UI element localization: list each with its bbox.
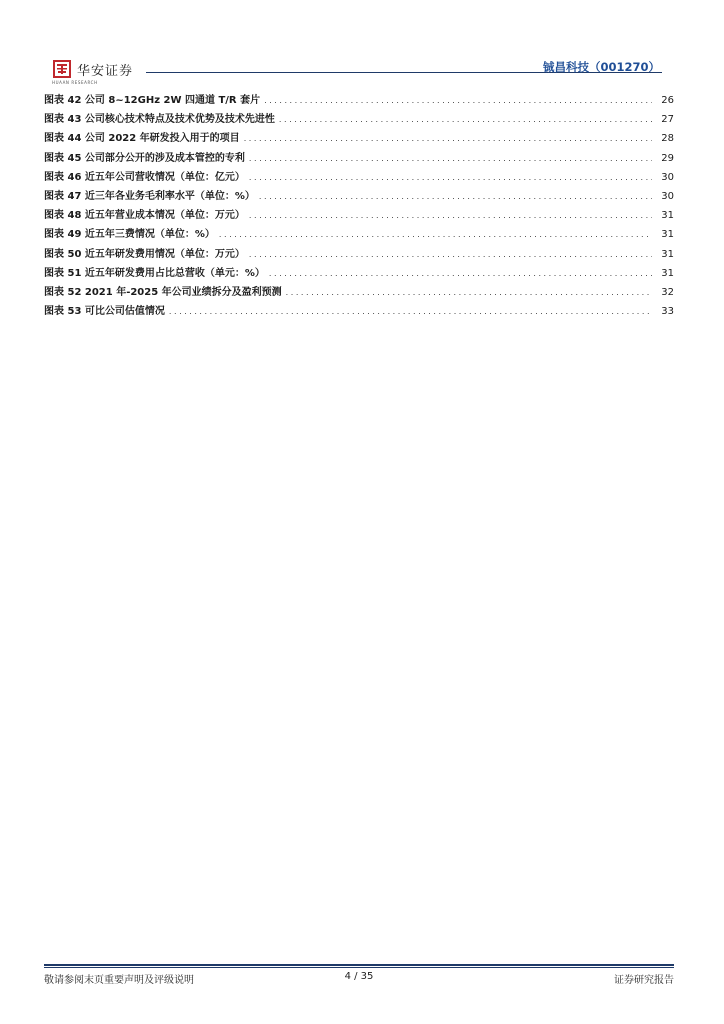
brand-name: 华安证券 xyxy=(77,64,134,79)
toc-entry-page: 31 xyxy=(661,229,674,241)
dot-leader xyxy=(279,115,652,124)
toc-entry[interactable] xyxy=(44,283,674,302)
dot-leader xyxy=(249,250,652,259)
toc-entry[interactable] xyxy=(44,206,674,225)
figure-list xyxy=(44,91,674,321)
dot-leader xyxy=(169,307,652,316)
dot-leader xyxy=(249,173,652,182)
toc-entry-title: 图表 50 近五年研发费用情况（单位：万元） xyxy=(44,248,245,260)
toc-entry-title: 图表 42 公司 8~12GHz 2W 四通道 T/R 套片 xyxy=(44,95,261,106)
toc-entry[interactable] xyxy=(44,168,674,187)
toc-entry[interactable] xyxy=(44,264,674,283)
dot-leader xyxy=(286,288,652,297)
footer-divider xyxy=(44,964,674,966)
toc-entry[interactable] xyxy=(44,302,674,321)
page-footer xyxy=(44,971,674,987)
toc-entry-page: 27 xyxy=(661,114,674,126)
toc-entry[interactable] xyxy=(44,187,674,206)
toc-entry-title: 图表 46 近五年公司营收情况（单位：亿元） xyxy=(44,171,245,183)
toc-entry-page: 30 xyxy=(661,171,674,183)
toc-entry-page: 32 xyxy=(661,286,674,298)
toc-entry[interactable] xyxy=(44,129,674,148)
dot-leader xyxy=(244,134,652,143)
company-title: 铖昌科技（001270） xyxy=(542,60,660,74)
toc-entry[interactable] xyxy=(44,110,674,129)
toc-entry-page: 29 xyxy=(661,152,674,164)
toc-entry-title: 图表 49 近五年三费情况（单位：%） xyxy=(44,229,215,241)
toc-entry-title: 图表 45 公司部分公开的涉及成本管控的专利 xyxy=(44,152,245,164)
toc-entry-page: 28 xyxy=(661,133,674,145)
toc-entry-title: 图表 47 近三年各业务毛利率水平（单位：%） xyxy=(44,190,255,202)
toc-entry-page: 26 xyxy=(661,95,674,106)
toc-entry-page: 31 xyxy=(661,267,674,279)
toc-entry-page: 31 xyxy=(661,210,674,222)
toc-entry-page: 33 xyxy=(661,306,674,318)
footer-divider-thin xyxy=(44,967,674,968)
dot-leader xyxy=(264,96,652,105)
toc-entry[interactable] xyxy=(44,225,674,244)
dot-leader xyxy=(249,154,652,163)
page-indicator: 4 / 35 xyxy=(344,971,374,982)
toc-entry[interactable] xyxy=(44,149,674,168)
report-type: 证券研究报告 xyxy=(614,975,674,986)
dot-leader xyxy=(259,192,652,201)
toc-entry-title: 图表 51 近五年研发费用占比总营收（单元：%） xyxy=(44,267,265,279)
brand-subtitle: HUAAN RESEARCH xyxy=(52,80,98,85)
dot-leader xyxy=(269,269,652,278)
toc-entry-page: 31 xyxy=(661,248,674,260)
page-header xyxy=(50,60,670,86)
huaan-logo-icon xyxy=(53,60,71,78)
toc-entry-title: 图表 43 公司核心技术特点及技术优势及技术先进性 xyxy=(44,114,275,126)
disclaimer-text: 敬请参阅末页重要声明及评级说明 xyxy=(44,975,194,986)
toc-entry-title: 图表 52 2021 年-2025 年公司业绩拆分及盈利预测 xyxy=(44,286,282,298)
toc-entry[interactable] xyxy=(44,91,674,110)
toc-entry-page: 30 xyxy=(661,190,674,202)
toc-entry-title: 图表 44 公司 2022 年研发投入用于的项目 xyxy=(44,133,240,145)
toc-entry-title: 图表 48 近五年营业成本情况（单位：万元） xyxy=(44,210,245,222)
toc-entry-title: 图表 53 可比公司估值情况 xyxy=(44,306,165,318)
dot-leader xyxy=(249,211,652,220)
dot-leader xyxy=(219,230,652,239)
toc-entry[interactable] xyxy=(44,245,674,264)
